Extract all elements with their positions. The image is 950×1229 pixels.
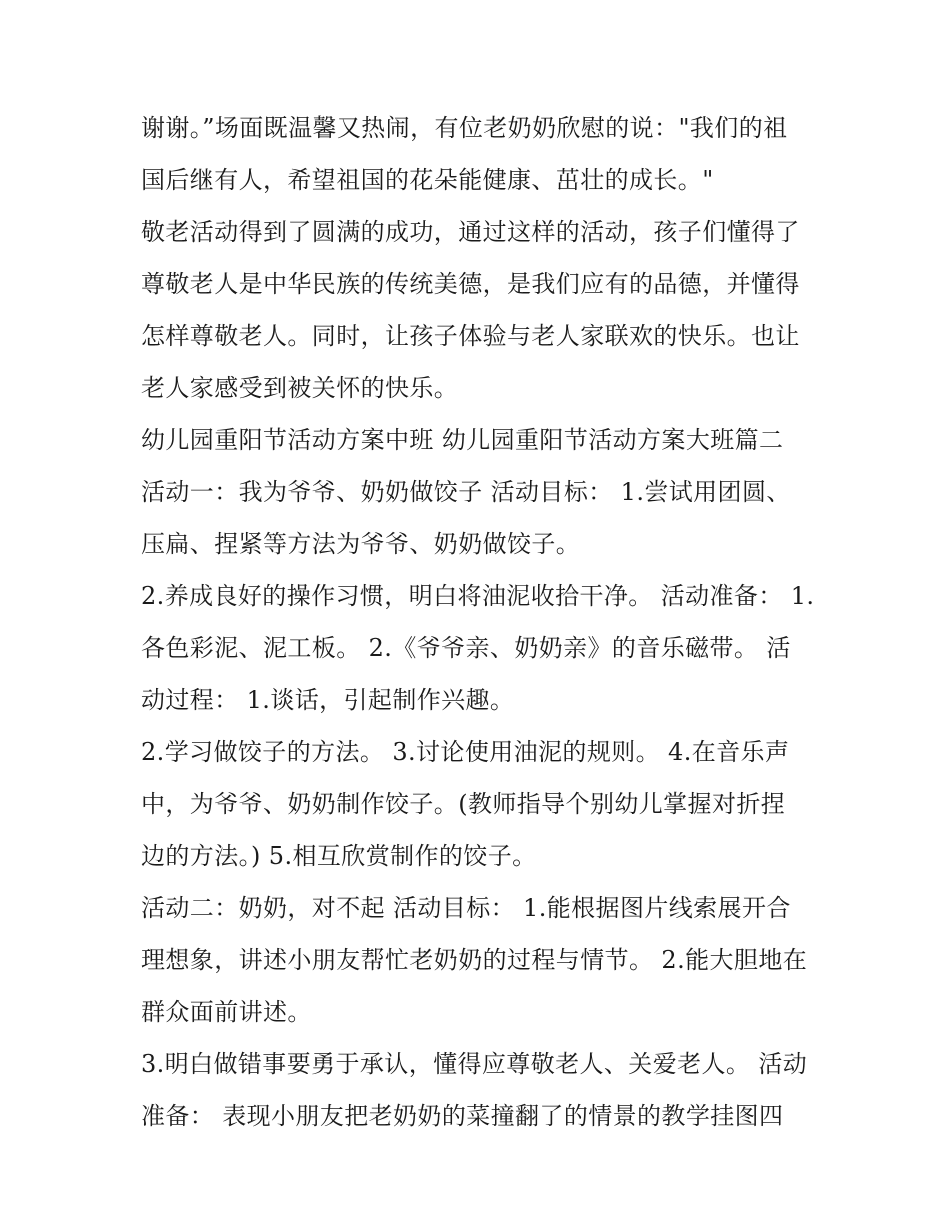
text-line: 怎样尊敬老人。同时，让孩子体验与老人家联欢的快乐。也让	[141, 322, 800, 350]
text-line: 各色彩泥、泥工板。 2.《爷爷亲、奶奶亲》的音乐磁带。 活	[141, 634, 791, 662]
text-line: 动过程： 1.谈话，引起制作兴趣。	[141, 686, 515, 714]
text-line: 国后继有人，希望祖国的花朵能健康、茁壮的成长。"	[141, 166, 714, 194]
text-line: 理想象，讲述小朋友帮忙老奶奶的过程与情节。 2.能大胆地在	[141, 946, 808, 974]
text-line: 2.养成良好的操作习惯，明白将油泥收拾干净。 活动准备： 1.	[141, 582, 815, 610]
text-line: 敬老活动得到了圆满的成功，通过这样的活动，孩子们懂得了	[141, 218, 800, 246]
text-line: 中，为爷爷、奶奶制作饺子。(教师指导个别幼儿掌握对折捏	[141, 790, 786, 818]
text-line: 幼儿园重阳节活动方案中班 幼儿园重阳节活动方案大班篇二	[141, 426, 784, 454]
text-line: 活动二：奶奶，对不起 活动目标： 1.能根据图片线索展开合	[141, 894, 791, 922]
text-line: 群众面前讲述。	[141, 998, 312, 1026]
text-line: 2.学习做饺子的方法。 3.讨论使用油泥的规则。 4.在音乐声	[141, 738, 790, 766]
text-line: 准备： 表现小朋友把老奶奶的菜撞翻了的情景的教学挂图四	[141, 1102, 784, 1130]
text-line: 谢谢。”场面既温馨又热闹，有位老奶奶欣慰的说："我们的祖	[141, 114, 788, 142]
text-line: 活动一：我为爷爷、奶奶做饺子 活动目标： 1.尝试用团圆、	[141, 478, 791, 506]
text-line: 边的方法。) 5.相互欣赏制作的饺子。	[141, 842, 537, 870]
text-line: 压扁、捏紧等方法为爷爷、奶奶做饺子。	[141, 530, 581, 558]
text-line: 尊敬老人是中华民族的传统美德，是我们应有的品德，并懂得	[141, 270, 800, 298]
text-line: 老人家感受到被关怀的快乐。	[141, 374, 459, 402]
document-body	[141, 102, 821, 1142]
text-line: 3.明白做错事要勇于承认，懂得应尊敬老人、关爱老人。 活动	[141, 1050, 808, 1078]
